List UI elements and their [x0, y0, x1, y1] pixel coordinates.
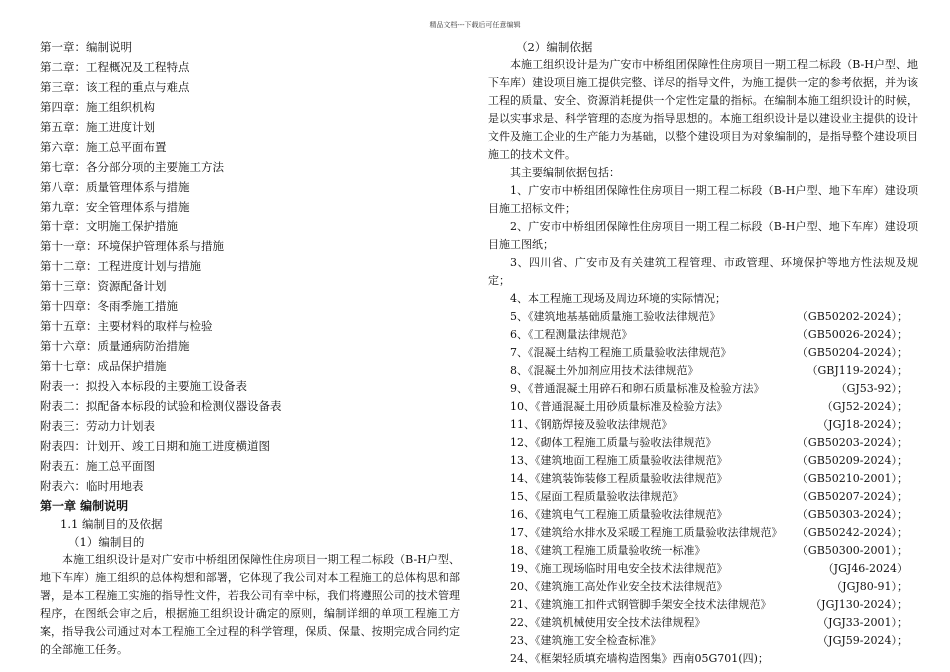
reference-title: 14、《建筑装饰装修工程质量验收法律规范》: [510, 472, 728, 485]
left-column: [40, 38, 460, 659]
reference-item: [488, 614, 918, 632]
chapter-title: 第一章 编制说明: [40, 498, 129, 513]
reference-title: 11、《钢筋焊接及验收法律规范》: [510, 418, 673, 431]
toc-entry: 第十一章：环境保护管理体系与措施: [40, 239, 224, 254]
toc-entry: 第十三章：资源配备计划: [40, 279, 167, 294]
basis-item: 4、本工程施工现场及周边环境的实际情况；: [510, 292, 726, 305]
basis-item: 1、广安市中桥组团保障性住房项目一期工程二标段（B-H户型、地下车库）建设项目施工招标文件；: [488, 184, 918, 215]
reference-title: 15、《屋面工程质量验收法律规范》: [510, 490, 684, 503]
reference-item: [488, 632, 918, 650]
reference-code: （GB50300-2001）；: [796, 544, 908, 557]
reference-code: （JGJ33-2001）；: [817, 616, 908, 629]
subsection-heading: （1）编制目的: [68, 534, 145, 549]
subsection-heading: （2）编制依据: [516, 40, 593, 54]
reference-item: [488, 524, 918, 542]
page-header-note: 精品文档---下载后可任意编辑: [429, 21, 521, 29]
reference-item: [488, 398, 918, 416]
toc-entry: 第四章：施工组织机构: [40, 99, 155, 114]
table-of-contents: [40, 38, 460, 497]
basis-item: 3、四川省、广安市及有关建筑工程管理、市政管理、环境保护等地方性法规及规定；: [488, 256, 918, 287]
toc-entry: 第二章：工程概况及工程特点: [40, 59, 190, 74]
toc-entry: 第十六章：质量通病防治措施: [40, 339, 190, 354]
reference-item: [488, 308, 918, 326]
reference-item: [488, 470, 918, 488]
right-column: [488, 38, 918, 668]
reference-item: [488, 488, 918, 506]
reference-item: [488, 452, 918, 470]
reference-title: 12、《砌体工程施工质量与验收法律规范》: [510, 436, 717, 449]
reference-title: 23、《建筑施工安全检查标准》: [510, 634, 662, 647]
reference-title: 16、《建筑电气工程施工质量验收法律规范》: [510, 508, 728, 521]
reference-item: [488, 344, 918, 362]
basis-intro: 其主要编制依据包括：: [510, 166, 620, 179]
reference-item: [488, 578, 918, 596]
reference-code: （GB50207-2024）；: [796, 490, 908, 503]
toc-entry: 第十四章：冬雨季施工措施: [40, 299, 178, 314]
reference-title: 18、《建筑工程施工质量验收统一标准》: [510, 544, 706, 557]
reference-item: [488, 506, 918, 524]
reference-title: 6、《工程测量法律规范》: [510, 328, 633, 341]
toc-entry: 附表四：计划开、竣工日期和施工进度横道图: [40, 438, 270, 453]
reference-code: （GB50209-2024）；: [796, 454, 908, 467]
toc-entry: 第八章：质量管理体系与措施: [40, 179, 190, 194]
reference-title: 19、《施工现场临时用电安全技术法律规范》: [510, 562, 728, 575]
reference-item: [488, 560, 918, 578]
purpose-paragraph: 本施工组织设计是对广安市中桥组团保障性住房项目一期工程二标段（B-H户型、地下车库）施工组织的总体构想和部署，它体现了我公司对本工程施工的总体构思和部署，是本工程施工实施的指导性文件，若我公司有幸中标，我们将遵照公司的技术管理程序，在图纸会审之后，根据施工组织设计确定的原则，编制详细的单项工程施工方案，指导我公司通过对本工程施工全过程的科学管理，保质、保量、按期完成合同约定的全部施工任务。: [40, 552, 460, 656]
toc-entry: 第九章：安全管理体系与措施: [40, 199, 190, 214]
reference-code: （GJ52-2024）；: [821, 400, 908, 413]
basis-paragraph: 本施工组织设计是为广安市中桥组团保障性住房项目一期工程二标段（B-H户型、地下车库）建设项目施工提供完整、详尽的指导文件，为施工提供一定的参考依据，并为该工程的质量、安全、资源消耗提供一个定性定量的指标。在编制本施工组织设计的时候，是以实事求是、科学管理的态度为指导思想的。本施工组织设计是以建设业主提供的设计文件及施工企业的生产能力为基础，以整个建设项目为对象编制的，是指导整个建设项目施工的技术文件。: [488, 58, 918, 161]
basis-item: 2、广安市中桥组团保障性住房项目一期工程二标段（B-H户型、地下车库）建设项目施工图纸；: [488, 220, 918, 251]
toc-entry: 附表五：施工总平面图: [40, 458, 155, 473]
reference-code: （JGJ59-2024）；: [817, 634, 908, 647]
toc-entry: 第六章：施工总平面布置: [40, 139, 167, 154]
reference-title: 21、《建筑施工扣件式钢管脚手架安全技术法律规范》: [510, 598, 772, 611]
reference-code: （JGJ46-2024）: [822, 562, 908, 575]
reference-code: （GB50202-2024）；: [796, 310, 908, 323]
reference-item: [488, 380, 918, 398]
toc-entry: 第十五章：主要材料的取样与检验: [40, 319, 213, 334]
toc-entry: 第三章：该工程的重点与难点: [40, 79, 190, 94]
toc-entry: 附表一：拟投入本标段的主要施工设备表: [40, 378, 247, 393]
reference-title: 24、《框架轻质填充墙构造图集》西南05G701(四)；: [510, 652, 769, 665]
toc-entry: 第十二章：工程进度计划与措施: [40, 259, 201, 274]
reference-list: [488, 308, 918, 668]
reference-code: （GB50303-2024）；: [796, 508, 908, 521]
reference-code: [908, 650, 918, 668]
reference-item: [488, 326, 918, 344]
reference-code: （JGJ80-91）；: [831, 580, 908, 593]
reference-code: （JGJ18-2024）；: [817, 418, 908, 431]
reference-code: （GB50026-2024）；: [796, 328, 908, 341]
reference-item: [488, 596, 918, 614]
reference-item: [488, 416, 918, 434]
reference-title: 8、《混凝土外加剂应用技术法律规范》: [510, 364, 699, 377]
reference-item: [488, 434, 918, 452]
toc-entry: 第一章：编制说明: [40, 40, 132, 54]
reference-title: 20、《建筑施工高处作业安全技术法律规范》: [510, 580, 728, 593]
reference-item: [488, 362, 918, 380]
reference-title: 13、《建筑地面工程施工质量验收法律规范》: [510, 454, 728, 467]
reference-title: 7、《混凝土结构工程施工质量验收法律规范》: [510, 346, 732, 359]
reference-code: （JGJ130-2024）；: [810, 598, 908, 611]
reference-title: 9、《普通混凝土用碎石和卵石质量标准及检验方法》: [510, 382, 765, 395]
section-heading: 1.1 编制目的及依据: [60, 516, 163, 531]
toc-entry: 附表六：临时用地表: [40, 478, 144, 493]
toc-entry: 第七章：各分部分项的主要施工方法: [40, 159, 224, 174]
reference-code: （GJ53-92）；: [835, 382, 908, 395]
reference-item: [488, 650, 918, 668]
basis-list: [488, 182, 918, 308]
reference-item: [488, 542, 918, 560]
reference-title: 10、《普通混凝土用砂质量标准及检验方法》: [510, 400, 728, 413]
reference-code: （GB50204-2024）；: [796, 346, 908, 359]
toc-entry: 附表二：拟配备本标段的试验和检测仪器设备表: [40, 398, 282, 413]
reference-code: （GB50242-2024）；: [796, 526, 908, 539]
toc-entry: 第十七章：成品保护措施: [40, 359, 167, 373]
toc-entry: 第五章：施工进度计划: [40, 119, 155, 134]
reference-title: 22、《建筑机械使用安全技术法律规程》: [510, 616, 706, 629]
reference-code: （GB50203-2024）；: [796, 436, 908, 449]
toc-entry: 第十章：文明施工保护措施: [40, 219, 178, 234]
toc-entry: 附表三：劳动力计划表: [40, 418, 155, 433]
reference-code: （GBJ119-2024）；: [806, 364, 908, 377]
reference-title: 17、《建筑给水排水及采暖工程施工质量验收法律规范》: [510, 526, 783, 539]
reference-title: 5、《建筑地基基础质量施工验收法律规范》: [510, 310, 721, 323]
reference-code: （GB50210-2001）；: [796, 472, 908, 485]
